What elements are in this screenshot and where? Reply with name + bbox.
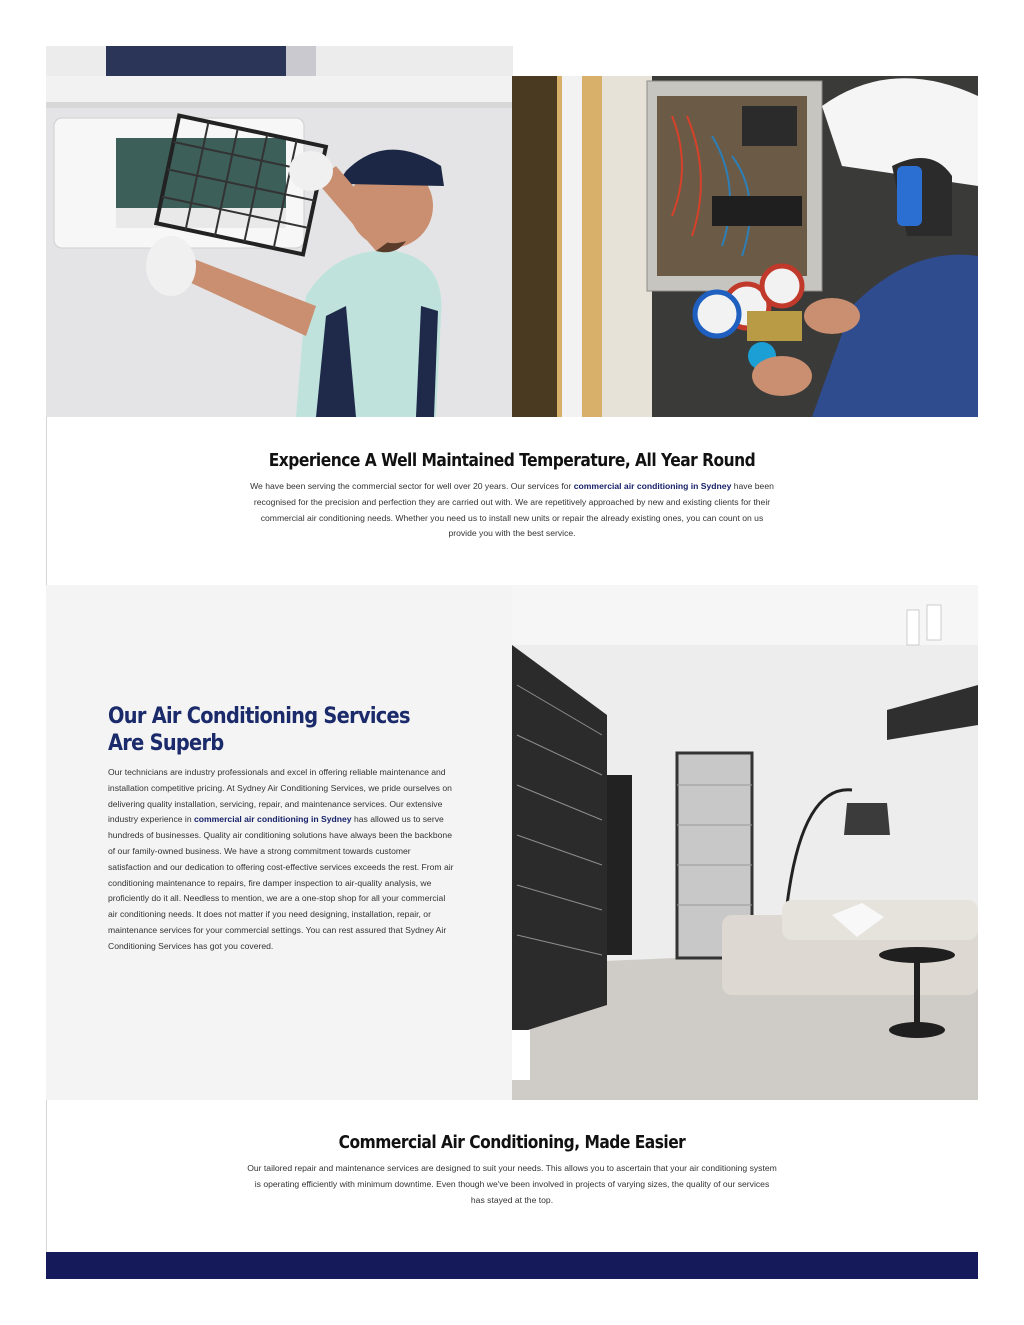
services-panel bbox=[46, 585, 512, 1100]
services-text bbox=[108, 765, 456, 955]
top-photo-strip bbox=[46, 46, 513, 77]
commercial-section bbox=[46, 1132, 978, 1208]
experience-heading: Experience A Well Maintained Temperature, All Year Round bbox=[268, 450, 756, 471]
services-heading: Our Air Conditioning Services Are Superb bbox=[108, 704, 410, 756]
experience-section bbox=[46, 450, 978, 542]
commercial-text: Our tailored repair and maintenance services are designed to suit your needs. This allows you to ascertain that your air conditioning system is operating efficiently with minimum downtime. Even though we've been involved in projects of varying sizes, the quality of our services has stayed at the top. bbox=[247, 1163, 777, 1205]
technician-gauges-photo bbox=[512, 76, 978, 417]
services-text-start: Our technicians are industry professionals and excel in offering reliable maintenance and installation competitive pricing. At Sydney Air Conditioning Services, we pride ourselves on delivering quality installation, servicing, repair, and maintenance services. Our extensive industry experience in bbox=[108, 767, 452, 825]
services-text-end: has allowed us to serve hundreds of businesses. Quality air conditioning solutions have always been the backbone of our family-owned business. We have a strong commitment towards customer satisfaction and our dedication to offering cost-effective services exceeds the rest. From air conditioning maintenance to repairs, fire damper inspection to air-quality analysis, we proficiently do it all. Needless to mention, we are a one-stop shop for all your commercial air conditioning needs. It does not matter if you need designing, installation, repair, or maintenance services for your commercial settings. You can rest assured that Sydney Air Conditioning Services has got you covered. bbox=[108, 814, 454, 951]
commercial-heading: Commercial Air Conditioning, Made Easier bbox=[338, 1132, 686, 1153]
experience-text bbox=[247, 479, 777, 542]
experience-link[interactable]: commercial air conditioning in Sydney bbox=[573, 481, 732, 491]
technician-cleaning-filter-photo bbox=[46, 76, 512, 417]
living-room-photo bbox=[512, 585, 978, 1100]
footer-bar bbox=[46, 1252, 978, 1279]
experience-text-start: We have been serving the commercial sector for well over 20 years. Our services for bbox=[250, 481, 574, 491]
experience-text-end: have been recognised for the precision and perfection they are carried out with. We are repetitively approached by new and existing clients for their commercial air conditioning needs. Whether you need us to install new units or repair the already existing ones, you can count on us provide you with the best service. bbox=[253, 481, 774, 539]
services-link[interactable]: commercial air conditioning in Sydney bbox=[193, 814, 352, 825]
